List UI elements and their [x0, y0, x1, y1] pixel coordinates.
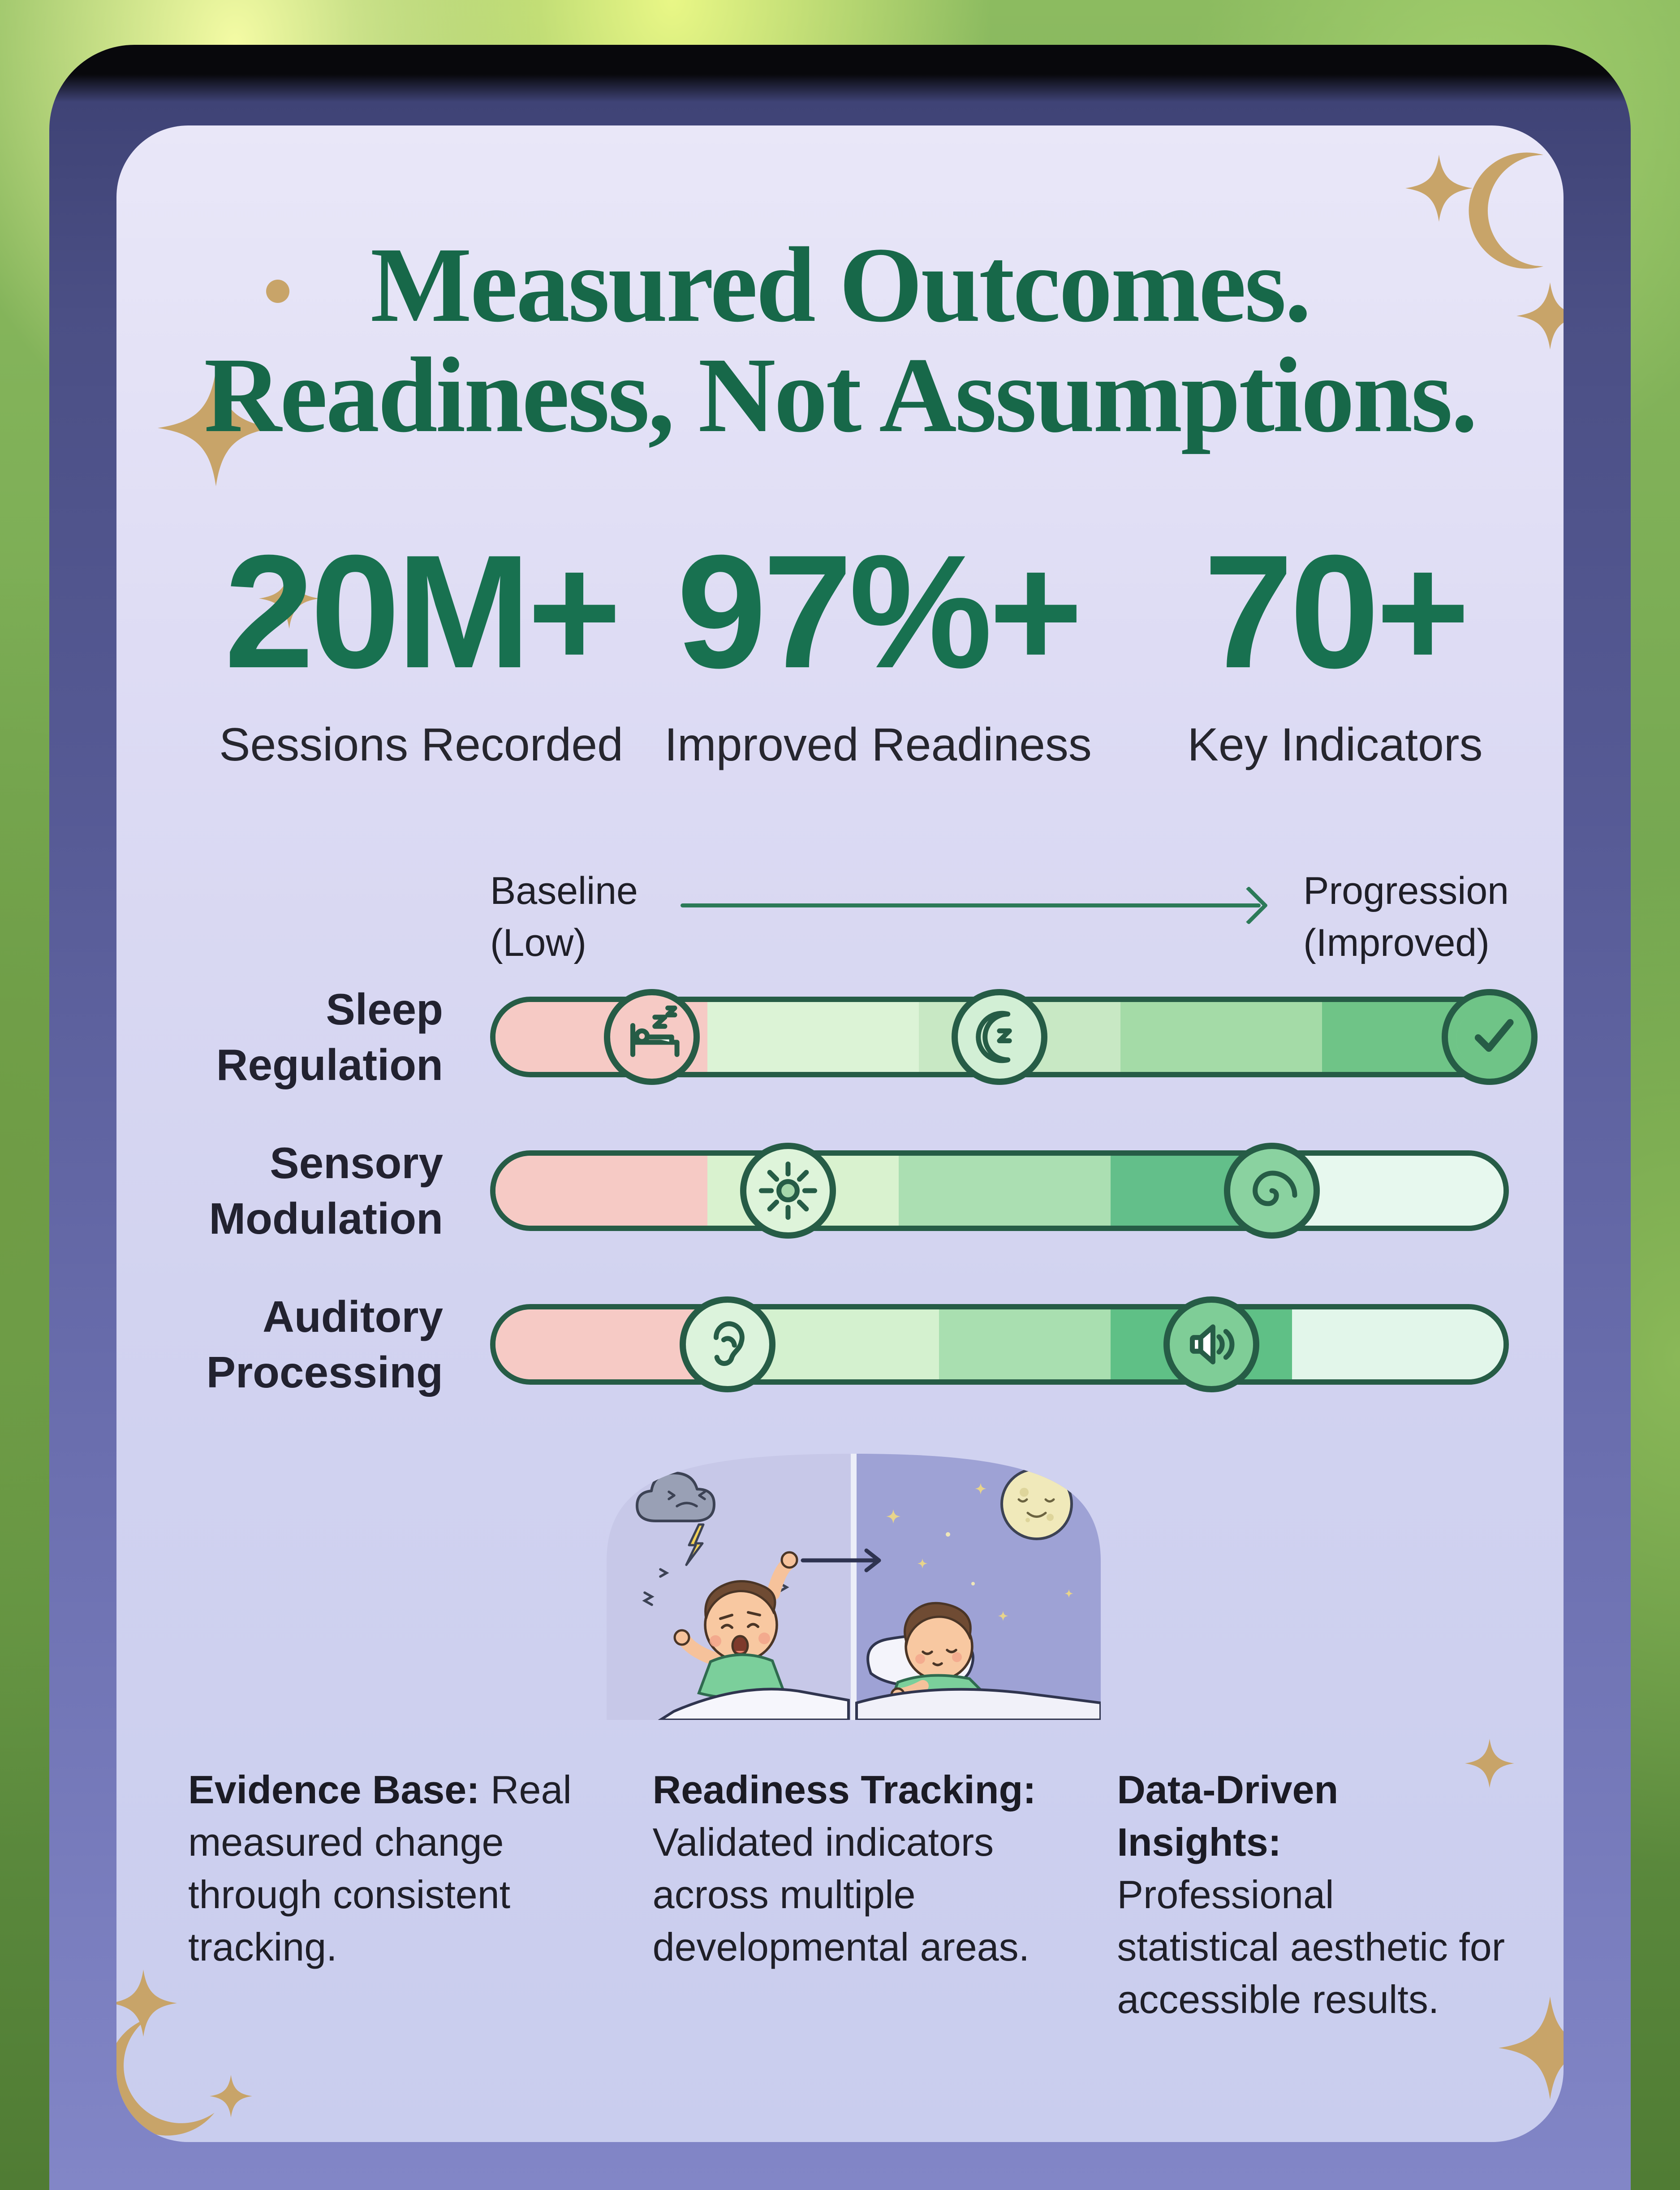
stat-label: Key Indicators [1187, 719, 1483, 771]
progress-bar [490, 1304, 1509, 1385]
ear-icon [680, 1296, 775, 1392]
baseline-title: Baseline [490, 869, 638, 912]
progress-row-label: Sleep Regulation [216, 985, 443, 1089]
footer-column [1117, 1763, 1505, 2026]
progress-row-label: Sensory Modulation [209, 1138, 443, 1243]
footer-columns [188, 1763, 1505, 2026]
stat-label: Sessions Recorded [219, 719, 623, 771]
progress-row [116, 985, 1564, 1089]
progression-header [490, 865, 1509, 969]
footer-column-body: Professional statistical aesthetic for accessible results. [1117, 1872, 1505, 2022]
stat-value: 20M+ [224, 522, 618, 702]
footer-column-heading: Data-Driven Insights: [1117, 1767, 1339, 1864]
sparkle-star-icon [1499, 1996, 1564, 2099]
stat-item [193, 522, 650, 772]
progress-bar-fill [495, 1309, 1503, 1379]
stat-item [650, 522, 1107, 772]
bed-sleep-icon [604, 989, 700, 1085]
content-card [116, 125, 1564, 2142]
footer-column [653, 1763, 1041, 2026]
bar-segment [939, 1309, 1111, 1379]
page-title-line2: Readiness, Not Assumptions. [204, 335, 1476, 454]
progress-bar [490, 997, 1509, 1077]
page-title [116, 225, 1564, 454]
bar-segment [1292, 1309, 1504, 1379]
bar-segment [495, 1156, 707, 1226]
spiral-icon [1224, 1143, 1320, 1239]
bar-segment [495, 1309, 697, 1379]
stat-value: 97%+ [676, 522, 1080, 702]
stat-label: Improved Readiness [664, 719, 1092, 771]
before-after-sleep-illustration [607, 1449, 1101, 1720]
page-title-line1: Measured Outcomes. [370, 225, 1310, 344]
moon-zzz-icon [952, 989, 1047, 1085]
stats-row [193, 522, 1564, 772]
sparkle-star-icon [1405, 155, 1473, 222]
stat-value: 70+ [1203, 522, 1467, 702]
progression-label [1303, 865, 1509, 969]
progress-bar [490, 1150, 1509, 1231]
moon-check-icon [1442, 989, 1538, 1085]
sun-icon [740, 1143, 836, 1239]
progression-title: Progression [1303, 869, 1509, 912]
footer-column [188, 1763, 577, 2026]
baseline-sub: (Low) [490, 921, 587, 964]
bar-segment [707, 1002, 919, 1072]
bar-segment [1292, 1156, 1504, 1226]
baseline-label [490, 865, 638, 969]
bar-segment [1120, 1002, 1322, 1072]
stat-item [1107, 522, 1564, 772]
footer-column-body: Validated indicators across multiple developmental areas. [652, 1820, 1030, 1969]
smiling-moon-icon [1002, 1469, 1072, 1539]
footer-column-body: Real measured change through consistent tracking. [188, 1767, 572, 1969]
footer-column-heading: Readiness Tracking: [652, 1767, 1036, 1812]
progress-row-label: Auditory Processing [206, 1292, 443, 1397]
progress-row [116, 1138, 1564, 1243]
progression-arrow-icon [681, 903, 1261, 907]
footer-column-heading: Evidence Base: [188, 1767, 480, 1812]
progress-row [116, 1292, 1564, 1397]
sparkle-star-icon [210, 2075, 252, 2117]
progress-bar-fill [495, 1156, 1503, 1226]
progression-sub: (Improved) [1303, 921, 1490, 964]
speaker-icon [1163, 1296, 1259, 1392]
illustration-panel [607, 1449, 1101, 1720]
bar-segment [899, 1156, 1111, 1226]
